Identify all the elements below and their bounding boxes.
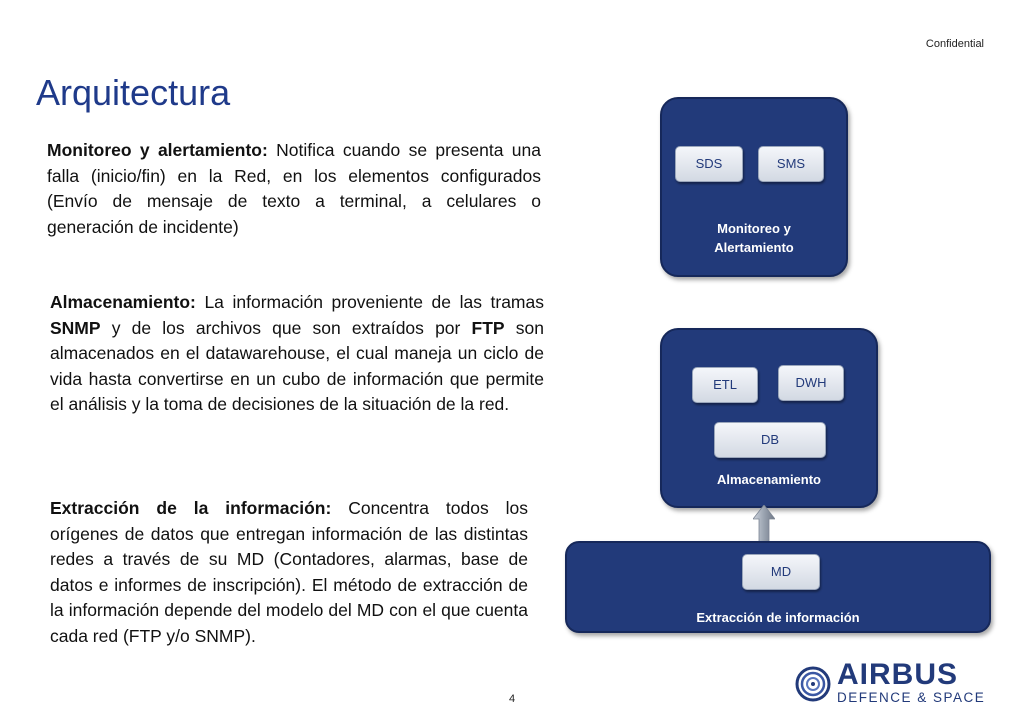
logo-airbus-text: AIRBUS — [837, 658, 959, 691]
extraccion-panel — [565, 541, 991, 633]
page-title: Arquitectura — [36, 72, 231, 113]
paragraph-extraccion-text: Concentra todos los orígenes de datos que entregan información de las distintas redes a través de su MD (Contadores, alarmas, base de datos e informes de inscripción). El método de extracción de la información depende del modelo del MD con el que cuenta cada red (FTP y/o SNMP). — [50, 498, 528, 646]
paragraph-monitoreo — [47, 138, 541, 240]
paragraph-extraccion — [50, 496, 528, 649]
paragraph-almacenamiento-text-2: y de los archivos que son extraídos por — [100, 317, 472, 338]
etl-chip: ETL — [692, 367, 758, 403]
airbus-logo — [795, 658, 995, 708]
paragraph-almacenamiento — [50, 290, 544, 418]
almacenamiento-panel — [660, 328, 878, 508]
logo-defence-space-text: DEFENCE & SPACE — [837, 690, 986, 705]
paragraph-extraccion-heading: Extracción de la información: — [50, 498, 332, 518]
extraccion-label: Extracción de información — [696, 610, 860, 625]
paragraph-almacenamiento-text-1: La información proveniente de las tramas — [195, 292, 544, 312]
sms-chip: SMS — [758, 146, 824, 182]
up-arrow-icon — [753, 505, 775, 543]
paragraph-monitoreo-text: Notifica cuando se presenta una falla (inicio/fin) en la Red, en los elementos configurados (Envío de mensaje de texto a terminal, a celulares o generación de incidente) — [47, 140, 541, 237]
paragraph-ftp-term: FTP — [471, 317, 505, 338]
md-chip: MD — [742, 554, 820, 590]
almacenamiento-label: Almacenamiento — [716, 472, 822, 487]
confidential-label: Confidential — [925, 38, 984, 50]
monitoreo-label-line2: Alertamiento — [714, 240, 794, 255]
db-chip: DB — [714, 422, 826, 458]
page-number: 4 — [509, 693, 516, 705]
paragraph-monitoreo-heading: Monitoreo y alertamiento: — [47, 140, 268, 160]
paragraph-snmp-term: SNMP — [50, 317, 101, 338]
monitoreo-panel — [660, 97, 848, 277]
dwh-chip: DWH — [778, 365, 844, 401]
sds-chip: SDS — [675, 146, 743, 182]
airbus-spiral-icon — [795, 664, 831, 704]
monitoreo-label-line1: Monitoreo y — [717, 221, 791, 236]
paragraph-almacenamiento-heading: Almacenamiento: — [50, 292, 196, 312]
paragraph-almacenamiento-text-3: son almacenados en el datawarehouse, el cual maneja un ciclo de vida hasta convertirse en un cubo de información que permite el análisis y la toma de decisiones de la situación de la red. — [50, 317, 544, 414]
